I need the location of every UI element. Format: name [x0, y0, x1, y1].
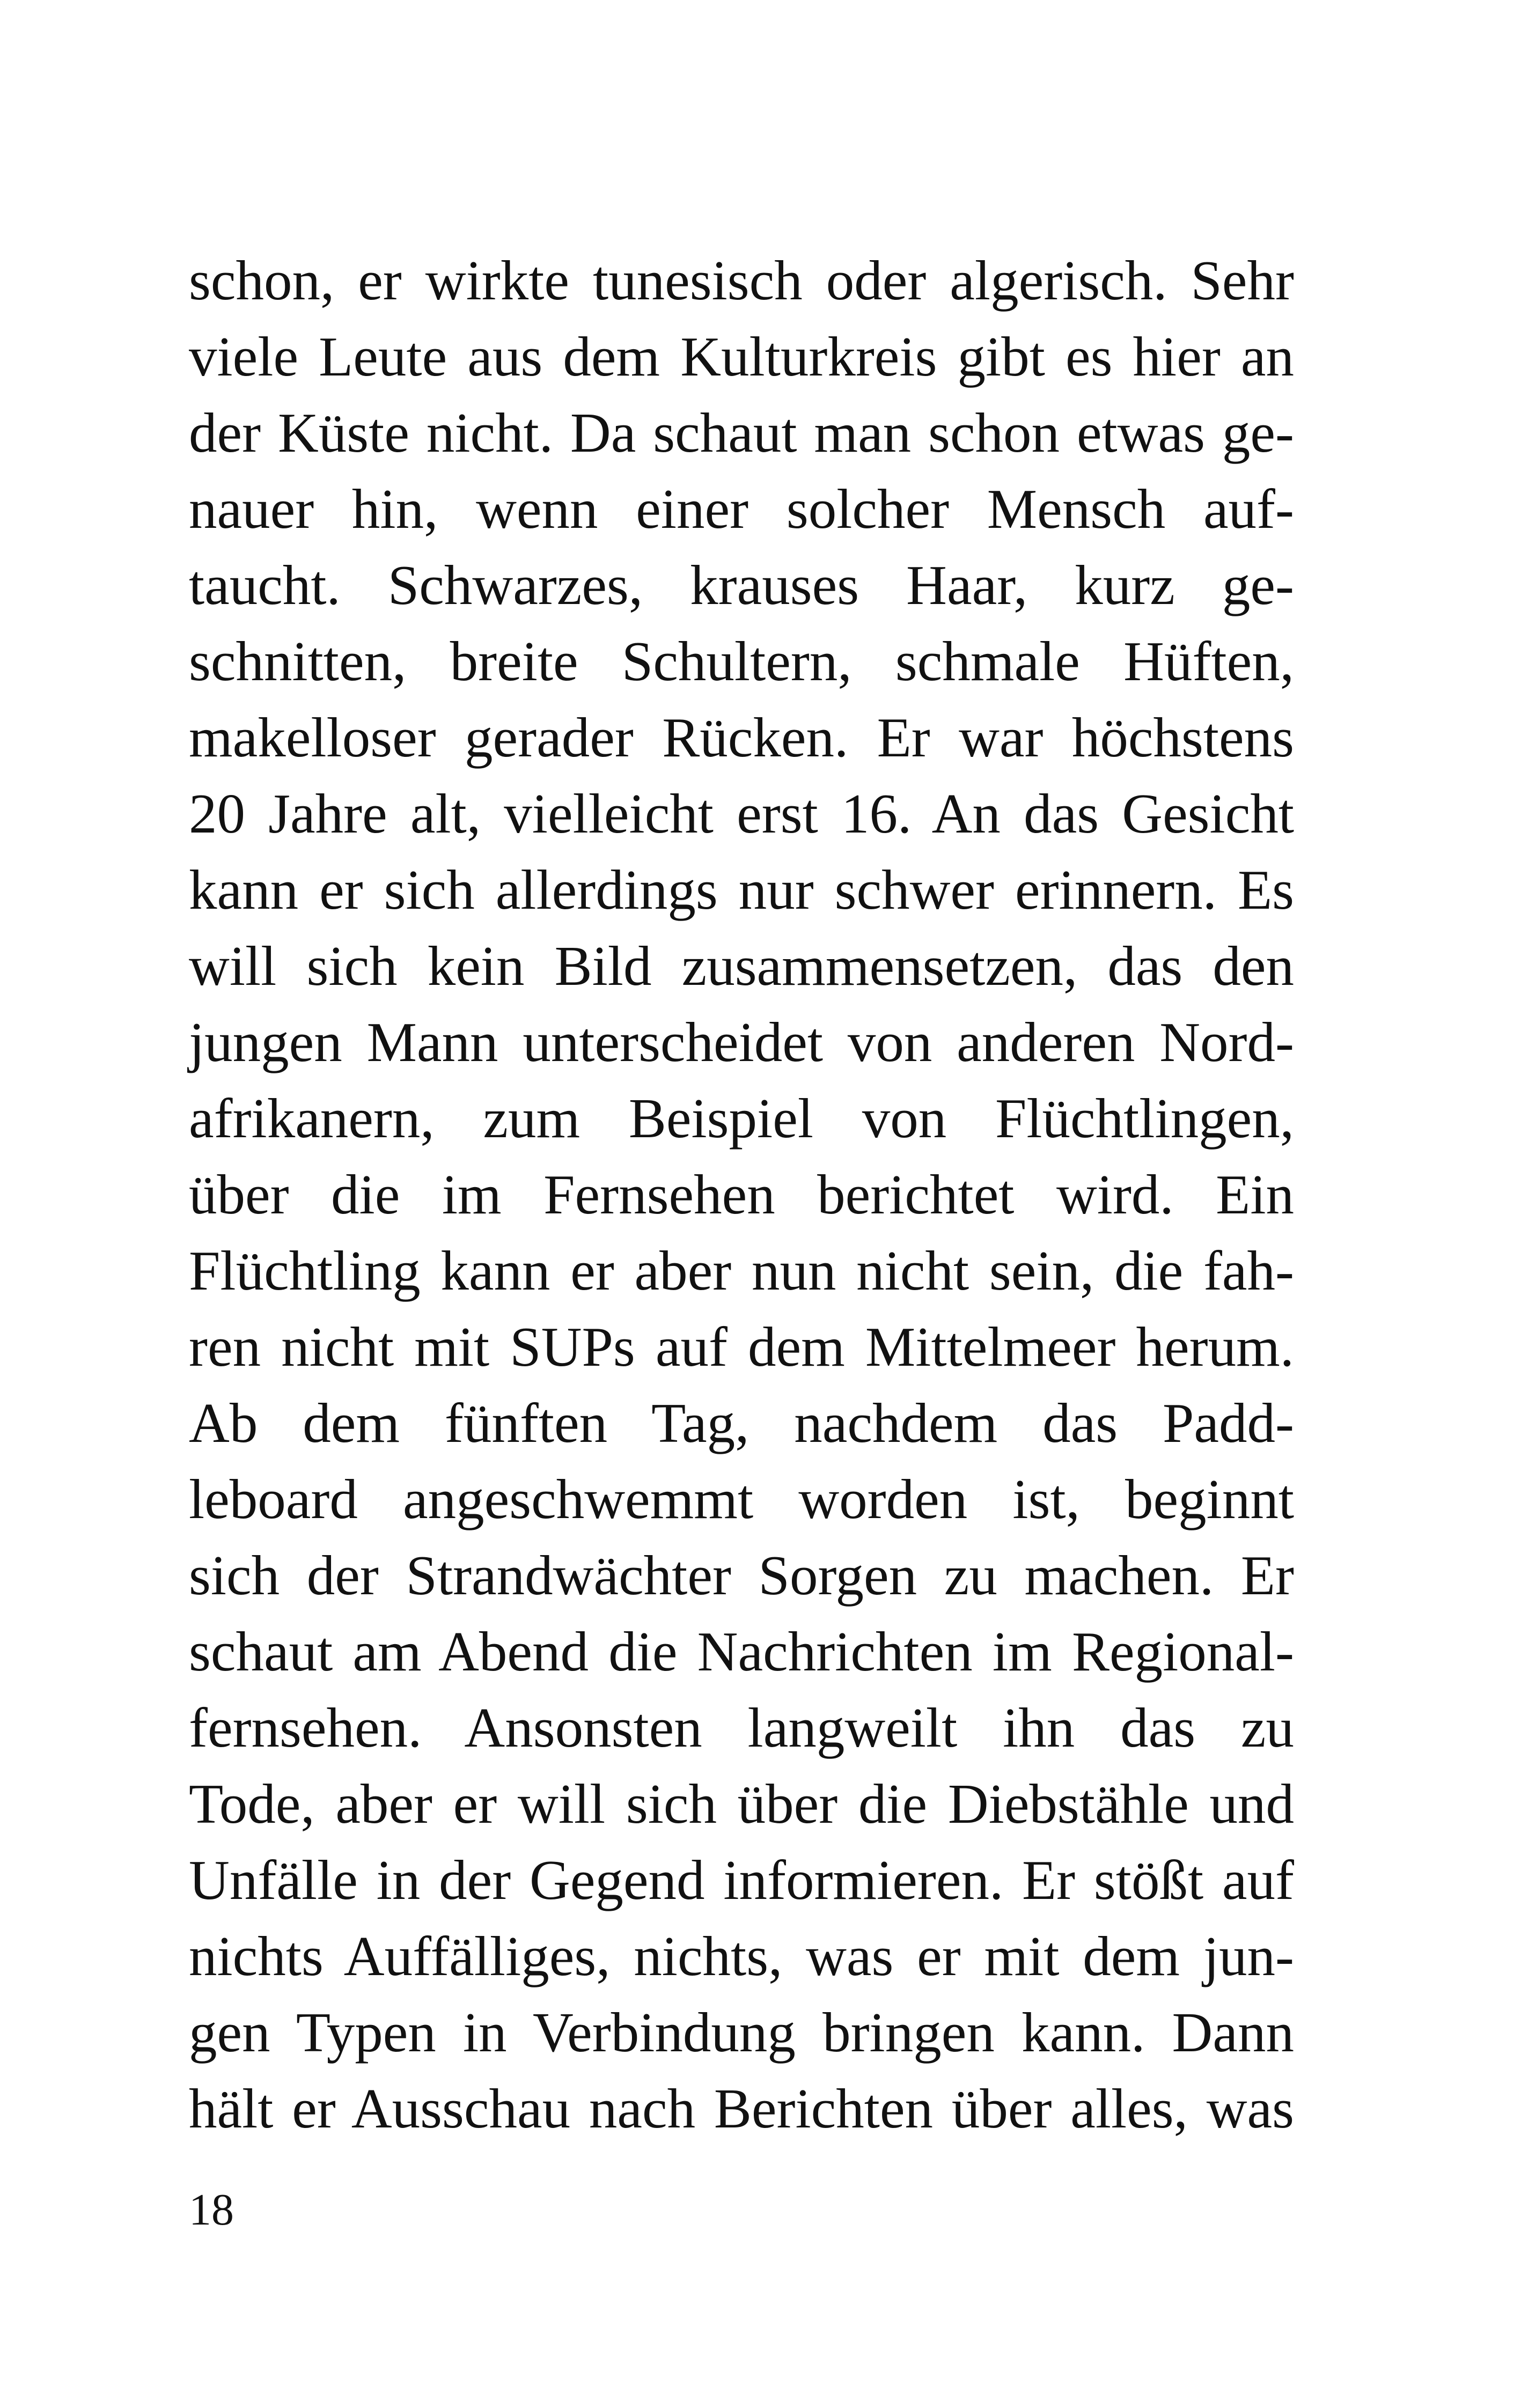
text-line: kann er sich allerdings nur schwer erinnern. Es [189, 858, 1294, 921]
text-line: gen Typen in Verbindung bringen kann. Dann [189, 2001, 1294, 2064]
text-line: makelloser gerader Rücken. Er war höchstens [189, 706, 1294, 769]
text-line: hält er Ausschau nach Berichten über alles, was [189, 2077, 1294, 2140]
text-line: 20 Jahre alt, vielleicht erst 16. An das Gesicht [189, 782, 1294, 845]
text-line: ren nicht mit SUPs auf dem Mittelmeer herum. [189, 1315, 1294, 1378]
text-line: jungen Mann unterscheidet von anderen Nord- [189, 1011, 1294, 1073]
text-line: schnitten, breite Schultern, schmale Hüften, [189, 630, 1294, 693]
text-line: Unfälle in der Gegend informieren. Er stößt auf [189, 1849, 1294, 1911]
text-line: fernsehen. Ansonsten langweilt ihn das zu [189, 1696, 1294, 1759]
page-number: 18 [189, 2185, 234, 2235]
text-line: sich der Strandwächter Sorgen zu machen. Er [189, 1544, 1294, 1607]
text-line: nauer hin, wenn einer solcher Mensch auf- [189, 477, 1294, 540]
text-line: will sich kein Bild zusammensetzen, das den [189, 934, 1294, 997]
text-line: der Küste nicht. Da schaut man schon etwas ge- [189, 401, 1294, 464]
text-line: Ab dem fünften Tag, nachdem das Padd- [189, 1391, 1294, 1454]
text-line: nichts Auffälliges, nichts, was er mit dem jun- [189, 1925, 1294, 1987]
text-line: Flüchtling kann er aber nun nicht sein, die fah- [189, 1239, 1294, 1302]
text-line: Tode, aber er will sich über die Diebstähle und [189, 1772, 1294, 1835]
text-line: schon, er wirkte tunesisch oder algerisch. Sehr [189, 249, 1294, 312]
body-text [189, 242, 1294, 2147]
text-line: taucht. Schwarzes, krauses Haar, kurz ge- [189, 554, 1294, 616]
text-line: afrikanern, zum Beispiel von Flüchtlingen, [189, 1087, 1294, 1150]
text-line: über die im Fernsehen berichtet wird. Ein [189, 1163, 1294, 1226]
text-line: viele Leute aus dem Kulturkreis gibt es hier an [189, 325, 1294, 388]
text-line: schaut am Abend die Nachrichten im Regional- [189, 1620, 1294, 1683]
text-line: leboard angeschwemmt worden ist, beginnt [189, 1468, 1294, 1530]
